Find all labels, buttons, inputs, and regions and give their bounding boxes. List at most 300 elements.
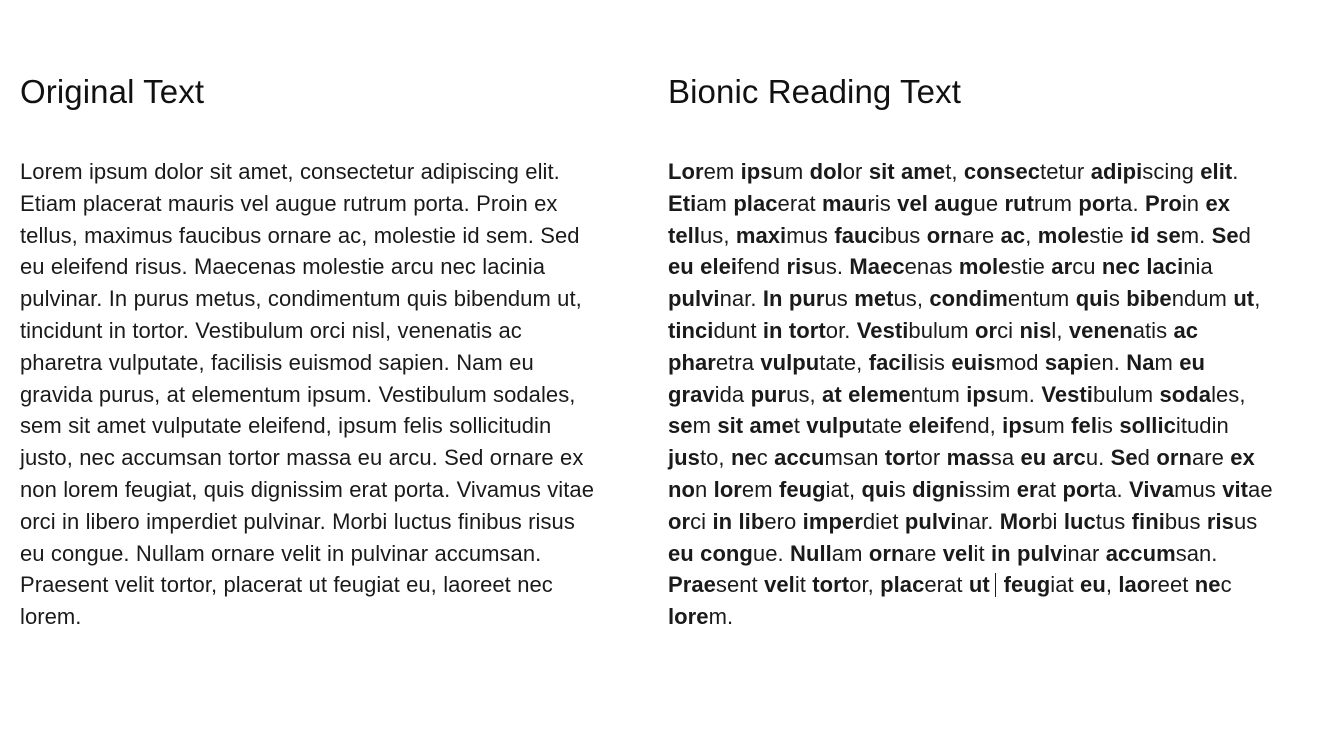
- bionic-word: [1062, 477, 1122, 502]
- bionic-word-tail: ci: [997, 317, 1014, 343]
- bionic-word-fixation: id: [1130, 222, 1150, 248]
- bionic-word: [751, 382, 816, 407]
- bionic-word-fixation: pur: [788, 286, 825, 312]
- bionic-word-fixation: ex: [1205, 190, 1231, 216]
- bionic-word-tail: um: [1034, 413, 1065, 439]
- bionic-word-tail: erat: [924, 572, 963, 598]
- bionic-word: [1019, 318, 1062, 343]
- bionic-word: [668, 286, 757, 311]
- bionic-word-tail: mus: [1174, 476, 1216, 502]
- bionic-word: [959, 254, 1045, 279]
- bionic-word: [869, 159, 895, 184]
- bionic-word: [1051, 254, 1095, 279]
- bionic-word: [731, 445, 768, 470]
- bionic-word-fixation: arc: [1052, 445, 1086, 471]
- bionic-word: [905, 509, 994, 534]
- bionic-word: [1126, 350, 1173, 375]
- bionic-word-tail: am: [831, 540, 863, 566]
- bionic-word-fixation: orn: [926, 222, 963, 248]
- bionic-word: [668, 541, 694, 566]
- bionic-word-fixation: eu: [668, 254, 694, 280]
- bionic-word-fixation: ar: [1051, 254, 1073, 280]
- bionic-word-fixation: or: [668, 508, 691, 534]
- bionic-word-fixation: plac: [733, 190, 778, 216]
- bionic-word: [668, 445, 725, 470]
- bionic-word: [668, 572, 758, 597]
- bionic-word-fixation: por: [1062, 476, 1099, 502]
- bionic-word-tail: etra: [715, 349, 754, 375]
- bionic-word: [869, 350, 945, 375]
- bionic-word-tail: tus: [1095, 508, 1126, 534]
- bionic-word-fixation: met: [854, 286, 894, 312]
- bionic-word-fixation: tell: [668, 222, 700, 248]
- bionic-word: [1207, 509, 1257, 534]
- original-text-heading: Original Text: [20, 73, 205, 110]
- bionic-word: [934, 191, 998, 216]
- bionic-word: [1156, 445, 1224, 470]
- bionic-word-fixation: in: [712, 508, 733, 534]
- bionic-word: [1179, 350, 1205, 375]
- bionic-word-tail: n: [694, 476, 708, 502]
- bionic-word-tail: sa: [990, 445, 1015, 471]
- bionic-word-tail: ibus: [879, 222, 921, 248]
- bionic-word-fixation: pulvi: [668, 286, 720, 312]
- bionic-word-fixation: cong: [700, 540, 753, 566]
- bionic-word-tail: iat: [1050, 572, 1074, 598]
- bionic-word-tail: stie: [1010, 254, 1045, 280]
- bionic-word-tail: m: [692, 413, 711, 439]
- bionic-word-fixation: or: [974, 317, 998, 343]
- bionic-word-tail: us: [1233, 508, 1258, 534]
- bionic-word-fixation: feug: [778, 476, 826, 502]
- bionic-word-fixation: ips: [966, 381, 999, 407]
- bionic-word-fixation: ne: [1194, 572, 1221, 598]
- bionic-word-fixation: in: [990, 540, 1011, 566]
- bionic-word: [1076, 286, 1120, 311]
- bionic-word: [741, 159, 804, 184]
- bionic-word: [1146, 254, 1212, 279]
- bionic-word: [1005, 191, 1073, 216]
- bionic-word-tail: end,: [952, 413, 996, 439]
- bionic-word-tail: ris: [867, 190, 891, 216]
- bionic-word-fixation: mau: [822, 190, 868, 216]
- bionic-word-tail: in: [1181, 190, 1200, 216]
- bionic-word-tail: is: [1096, 413, 1113, 439]
- bionic-word: [806, 413, 902, 438]
- bionic-word-fixation: elei: [700, 254, 738, 280]
- bionic-word: [1129, 477, 1216, 502]
- bionic-word-tail: us,: [786, 381, 816, 407]
- bionic-word-fixation: ips: [1002, 413, 1035, 439]
- bionic-word-fixation: vel: [764, 572, 795, 598]
- bionic-word-fixation: elit: [1200, 159, 1233, 184]
- bionic-word-tail: ci: [690, 508, 707, 534]
- bionic-word-tail: reet: [1150, 572, 1189, 598]
- bionic-word-fixation: phar: [668, 349, 716, 375]
- bionic-word-tail: dunt: [713, 317, 757, 343]
- bionic-word-fixation: Prae: [668, 572, 716, 598]
- bionic-word-fixation: lor: [713, 476, 742, 502]
- bionic-word-tail: at: [1037, 476, 1057, 502]
- bionic-word: [1038, 223, 1124, 248]
- bionic-word-fixation: accum: [1105, 540, 1176, 566]
- bionic-word-tail: are: [962, 222, 995, 248]
- bionic-word-tail: cu: [1072, 254, 1096, 280]
- bionic-word-tail: ,: [1254, 286, 1261, 312]
- bionic-word: [786, 254, 843, 279]
- bionic-word: [1102, 254, 1140, 279]
- bionic-word-fixation: facil: [868, 349, 913, 375]
- bionic-word-fixation: at: [822, 381, 842, 407]
- bionic-word-fixation: orn: [868, 540, 905, 566]
- bionic-word-tail: are: [1191, 445, 1224, 471]
- bionic-word: [789, 286, 848, 311]
- bionic-word-fixation: dol: [809, 159, 843, 184]
- bionic-word-tail: msan: [824, 445, 879, 471]
- bionic-word: [1160, 382, 1246, 407]
- bionic-word-tail: enas: [904, 254, 953, 280]
- bionic-word: [1041, 382, 1153, 407]
- bionic-word: [1174, 318, 1199, 343]
- bionic-word: [991, 541, 1011, 566]
- bionic-word: [862, 477, 906, 502]
- bionic-word: [790, 541, 862, 566]
- bionic-text-body[interactable]: [668, 156, 1274, 633]
- bionic-word-fixation: Se: [1110, 445, 1138, 471]
- bionic-word-fixation: condim: [929, 286, 1008, 312]
- bionic-word: [964, 159, 1084, 184]
- bionic-word-fixation: eu: [1020, 445, 1047, 471]
- bionic-word-fixation: vulpu: [760, 349, 820, 375]
- bionic-word-tail: or,: [849, 572, 874, 598]
- bionic-word: [1118, 572, 1188, 597]
- bionic-word-tail: tor: [914, 445, 941, 471]
- bionic-word-tail: rum: [1033, 190, 1073, 216]
- bionic-word: [947, 445, 1015, 470]
- bionic-word: [857, 318, 969, 343]
- bionic-word-tail: sent: [715, 572, 758, 598]
- bionic-word-fixation: mole: [1037, 222, 1090, 248]
- bionic-word: [1205, 191, 1230, 216]
- bionic-word-fixation: adipi: [1090, 159, 1143, 184]
- bionic-word-tail: inar: [1062, 540, 1100, 566]
- bionic-word: [969, 572, 990, 597]
- bionic-text-heading: Bionic Reading Text: [668, 73, 961, 110]
- bionic-word: [975, 318, 1013, 343]
- bionic-word: [668, 223, 730, 248]
- bionic-word-fixation: eleme: [848, 381, 911, 407]
- bionic-word: [763, 286, 783, 311]
- bionic-word: [880, 572, 962, 597]
- bionic-word-fixation: ris: [786, 254, 814, 280]
- bionic-word-tail: em: [741, 476, 773, 502]
- bionic-word-fixation: orn: [1156, 445, 1192, 471]
- bionic-word-fixation: digni: [912, 476, 965, 502]
- bionic-word: [1064, 509, 1125, 534]
- bionic-word: [760, 350, 862, 375]
- bionic-word-fixation: Maec: [849, 254, 905, 280]
- bionic-word: [736, 223, 828, 248]
- bionic-word-fixation: pulv: [1017, 540, 1063, 566]
- bionic-word-fixation: tor: [884, 445, 915, 471]
- bionic-word-tail: tate: [865, 413, 903, 439]
- bionic-word-tail: diet: [862, 508, 899, 534]
- bionic-word-tail: nar.: [719, 286, 757, 312]
- bionic-word: [789, 318, 850, 343]
- bionic-word-tail: tetur: [1040, 159, 1085, 184]
- bionic-word: [712, 509, 732, 534]
- bionic-word: [779, 477, 855, 502]
- bionic-word-fixation: rut: [1004, 190, 1034, 216]
- bionic-word-tail: um.: [998, 381, 1035, 407]
- bionic-word-tail: .: [1232, 159, 1239, 184]
- bionic-text-pane: [660, 0, 1320, 743]
- bionic-word: [668, 350, 754, 375]
- bionic-word-fixation: aug: [934, 190, 974, 216]
- bionic-word-tail: m.: [1180, 222, 1206, 248]
- bionic-word-tail: to,: [699, 445, 725, 471]
- bionic-word-fixation: In: [762, 286, 783, 312]
- bionic-word-tail: iat,: [825, 476, 856, 502]
- bionic-word-fixation: qui: [1075, 286, 1109, 312]
- bionic-word-fixation: qui: [861, 476, 895, 502]
- bionic-word: [1000, 509, 1058, 534]
- bionic-word-fixation: imper: [802, 508, 863, 534]
- bionic-word: [668, 413, 711, 438]
- bionic-word: [774, 445, 878, 470]
- bionic-word-fixation: feug: [1003, 572, 1051, 598]
- bionic-word-fixation: ris: [1206, 508, 1234, 534]
- bionic-word-tail: scing: [1142, 159, 1194, 184]
- bionic-word: [849, 254, 952, 279]
- bionic-word-fixation: Vesti: [856, 317, 909, 343]
- bionic-word-fixation: sit: [717, 413, 744, 439]
- bionic-word-fixation: vel: [897, 190, 928, 216]
- bionic-word: [668, 477, 707, 502]
- bionic-word-tail: or: [842, 159, 863, 184]
- bionic-word: [929, 286, 1069, 311]
- bionic-word: [733, 191, 815, 216]
- bionic-word-tail: itudin: [1175, 413, 1229, 439]
- bionic-word: [885, 445, 940, 470]
- bionic-word-fixation: ac: [1000, 222, 1026, 248]
- bionic-word: [1200, 159, 1238, 184]
- bionic-word: [1017, 541, 1099, 566]
- bionic-word-tail: m.: [708, 604, 734, 630]
- bionic-word: [1080, 572, 1112, 597]
- bionic-word: [700, 541, 784, 566]
- bionic-word: [1111, 445, 1150, 470]
- bionic-word-fixation: mas: [946, 445, 991, 471]
- bionic-word-tail: u.: [1085, 445, 1105, 471]
- bionic-word: [1020, 445, 1046, 470]
- bionic-word: [1156, 223, 1205, 248]
- bionic-word: [810, 159, 863, 184]
- original-text-body[interactable]: Lorem ipsum dolor sit amet, consectetur adipiscing elit. Etiam placerat mauris vel augue rutrum porta. Proin ex tellus, maximus faucibus ornare ac, molestie id sem. Sed eu eleifend risus. Maecenas molestie arcu nec lacinia pulvinar. In purus metus, condimentum quis bibendum ut, tincidunt in tortor. Vestibulum orci nisl, venenatis ac pharetra vulputate, facilisis euismod sapien. Nam eu gravida purus, at elementum ipsum. Vestibulum sodales, sem sit amet vulputate eleifend, ipsum felis sollicitudin justo, nec accumsan tortor massa eu arcu. Sed ornare ex non lorem feugiat, quis dignissim erat porta. Vivamus vitae orci in libero imperdiet pulvinar. Morbi luctus finibus risus eu congue. Nullam ornare velit in pulvinar accumsan. Praesent velit tortor, placerat ut feugiat eu, laoreet nec lorem.: [20, 159, 594, 630]
- bionic-word-fixation: se: [668, 413, 693, 439]
- bionic-word-fixation: Pro: [1145, 190, 1182, 216]
- bionic-word-tail: mod: [995, 349, 1039, 375]
- bionic-word-tail: am: [696, 190, 727, 216]
- bionic-word-fixation: fel: [1071, 413, 1097, 439]
- bionic-word-tail: t: [793, 413, 800, 439]
- bionic-word: [717, 413, 743, 438]
- bionic-word: [822, 382, 842, 407]
- bionic-word: [834, 223, 920, 248]
- bionic-word-tail: ta.: [1098, 476, 1123, 502]
- bionic-word-tail: bulum: [1092, 381, 1154, 407]
- bionic-word: [764, 572, 806, 597]
- bionic-word: [1212, 223, 1251, 248]
- bionic-word-fixation: vit: [1222, 476, 1249, 502]
- bionic-word-fixation: lore: [668, 604, 709, 630]
- bionic-word-tail: san.: [1175, 540, 1218, 566]
- bionic-word: [1126, 286, 1227, 311]
- bionic-word: [803, 509, 899, 534]
- bionic-word-tail: ae: [1248, 476, 1273, 502]
- bionic-word: [812, 572, 873, 597]
- bionic-word-tail: or.: [825, 317, 851, 343]
- bionic-word-fixation: por: [1078, 190, 1114, 216]
- bionic-word-tail: us: [824, 286, 848, 312]
- bionic-word-tail: ue.: [752, 540, 784, 566]
- bionic-word-fixation: ac: [1173, 317, 1199, 343]
- bionic-word-tail: ida: [714, 381, 745, 407]
- bionic-word-fixation: Eti: [668, 190, 697, 216]
- bionic-word: [901, 159, 958, 184]
- bionic-word-fixation: eu: [668, 540, 694, 566]
- bionic-word: [822, 191, 891, 216]
- bionic-word-fixation: tort: [788, 317, 826, 343]
- bionic-word: [951, 350, 1038, 375]
- bionic-word: [763, 318, 783, 343]
- bionic-word-tail: are: [904, 540, 937, 566]
- bionic-word-fixation: no: [668, 476, 695, 502]
- bionic-word-fixation: grav: [668, 381, 715, 407]
- bionic-word-tail: ue: [973, 190, 999, 216]
- bionic-word-fixation: sapi: [1044, 349, 1090, 375]
- bionic-word: [869, 541, 937, 566]
- bionic-word-tail: m: [1154, 349, 1173, 375]
- bionic-word-fixation: laci: [1146, 254, 1184, 280]
- bionic-word-tail: isis: [913, 349, 945, 375]
- bionic-word-tail: um: [772, 159, 804, 184]
- bionic-word-tail: t,: [945, 159, 958, 184]
- bionic-word-tail: us.: [813, 254, 844, 280]
- bionic-word-fixation: luc: [1063, 508, 1096, 534]
- bionic-word: [1233, 286, 1260, 311]
- bionic-word-fixation: Lor: [668, 159, 704, 184]
- bionic-word: [1002, 413, 1065, 438]
- bionic-word: [1145, 191, 1199, 216]
- bionic-word: [668, 509, 706, 534]
- bionic-word-tail: c: [1220, 572, 1232, 598]
- bionic-word-fixation: plac: [880, 572, 925, 598]
- bionic-word: [668, 191, 727, 216]
- bionic-word: [1017, 477, 1056, 502]
- bionic-word-tail: nia: [1183, 254, 1213, 280]
- bionic-word-fixation: ame: [749, 413, 794, 439]
- bionic-word: [848, 382, 960, 407]
- bionic-word-fixation: lib: [738, 508, 765, 534]
- bionic-word-fixation: ut: [968, 572, 990, 598]
- bionic-word: [714, 477, 773, 502]
- bionic-word-tail: d: [1137, 445, 1150, 471]
- bionic-word-tail: stie: [1089, 222, 1124, 248]
- bionic-word: [1001, 223, 1032, 248]
- bionic-word: [912, 477, 1010, 502]
- bionic-word: [1195, 572, 1232, 597]
- bionic-word-fixation: maxi: [735, 222, 787, 248]
- bionic-word-tail: en.: [1089, 349, 1120, 375]
- bionic-word-tail: it: [794, 572, 806, 598]
- bionic-word-tail: ero: [764, 508, 797, 534]
- bionic-word: [700, 254, 780, 279]
- bionic-word-fixation: fauc: [834, 222, 880, 248]
- bionic-word-fixation: accu: [774, 445, 825, 471]
- bionic-word-tail: les,: [1211, 381, 1246, 407]
- bionic-word: [1045, 350, 1120, 375]
- bionic-word-tail: ntum: [910, 381, 960, 407]
- bionic-word-fixation: Null: [790, 540, 832, 566]
- bionic-word-fixation: eu: [1080, 572, 1106, 598]
- bionic-word-fixation: sollic: [1119, 413, 1176, 439]
- bionic-word-tail: d: [1238, 222, 1251, 248]
- text-cursor: [995, 573, 997, 597]
- bionic-word-fixation: sit: [868, 159, 895, 184]
- bionic-word-fixation: nec: [1101, 254, 1140, 280]
- bionic-word: [1230, 445, 1255, 470]
- bionic-word-fixation: tort: [812, 572, 850, 598]
- bionic-word-fixation: Na: [1126, 349, 1155, 375]
- bionic-word: [668, 604, 733, 629]
- bionic-word-tail: bulum: [908, 317, 969, 343]
- bionic-word: [1132, 509, 1201, 534]
- bionic-word-fixation: soda: [1159, 381, 1212, 407]
- bionic-word-tail: bi: [1040, 508, 1058, 534]
- bionic-word: [854, 286, 923, 311]
- bionic-word-tail: it: [973, 540, 985, 566]
- bionic-word: [668, 318, 757, 343]
- bionic-word: [1222, 477, 1272, 502]
- bionic-word-fixation: er: [1016, 476, 1038, 502]
- bionic-word: [750, 413, 800, 438]
- bionic-word: [668, 159, 734, 184]
- bionic-word-fixation: nis: [1019, 317, 1052, 343]
- bionic-word: [966, 382, 1035, 407]
- bionic-word-fixation: ame: [901, 159, 946, 184]
- bionic-word: [668, 382, 744, 407]
- bionic-word-fixation: Mor: [999, 508, 1041, 534]
- bionic-word-tail: ta.: [1114, 190, 1139, 216]
- bionic-word-tail: c: [756, 445, 768, 471]
- bionic-word-fixation: se: [1156, 222, 1181, 248]
- bionic-word: [1071, 413, 1113, 438]
- bionic-word-tail: s: [1108, 286, 1120, 312]
- bionic-word-tail: nar.: [956, 508, 994, 534]
- bionic-word-tail: entum: [1007, 286, 1070, 312]
- bionic-word: [1078, 191, 1138, 216]
- bionic-word-tail: bus: [1164, 508, 1201, 534]
- bionic-word-tail: s: [894, 476, 906, 502]
- bionic-word-fixation: eleif: [908, 413, 953, 439]
- bionic-word: [1004, 572, 1074, 597]
- bionic-word-fixation: ex: [1230, 445, 1255, 471]
- bionic-word-fixation: consec: [963, 159, 1041, 184]
- bionic-word-fixation: vulpu: [806, 413, 866, 439]
- bionic-word: [1091, 159, 1194, 184]
- bionic-word-fixation: ut: [1233, 286, 1255, 312]
